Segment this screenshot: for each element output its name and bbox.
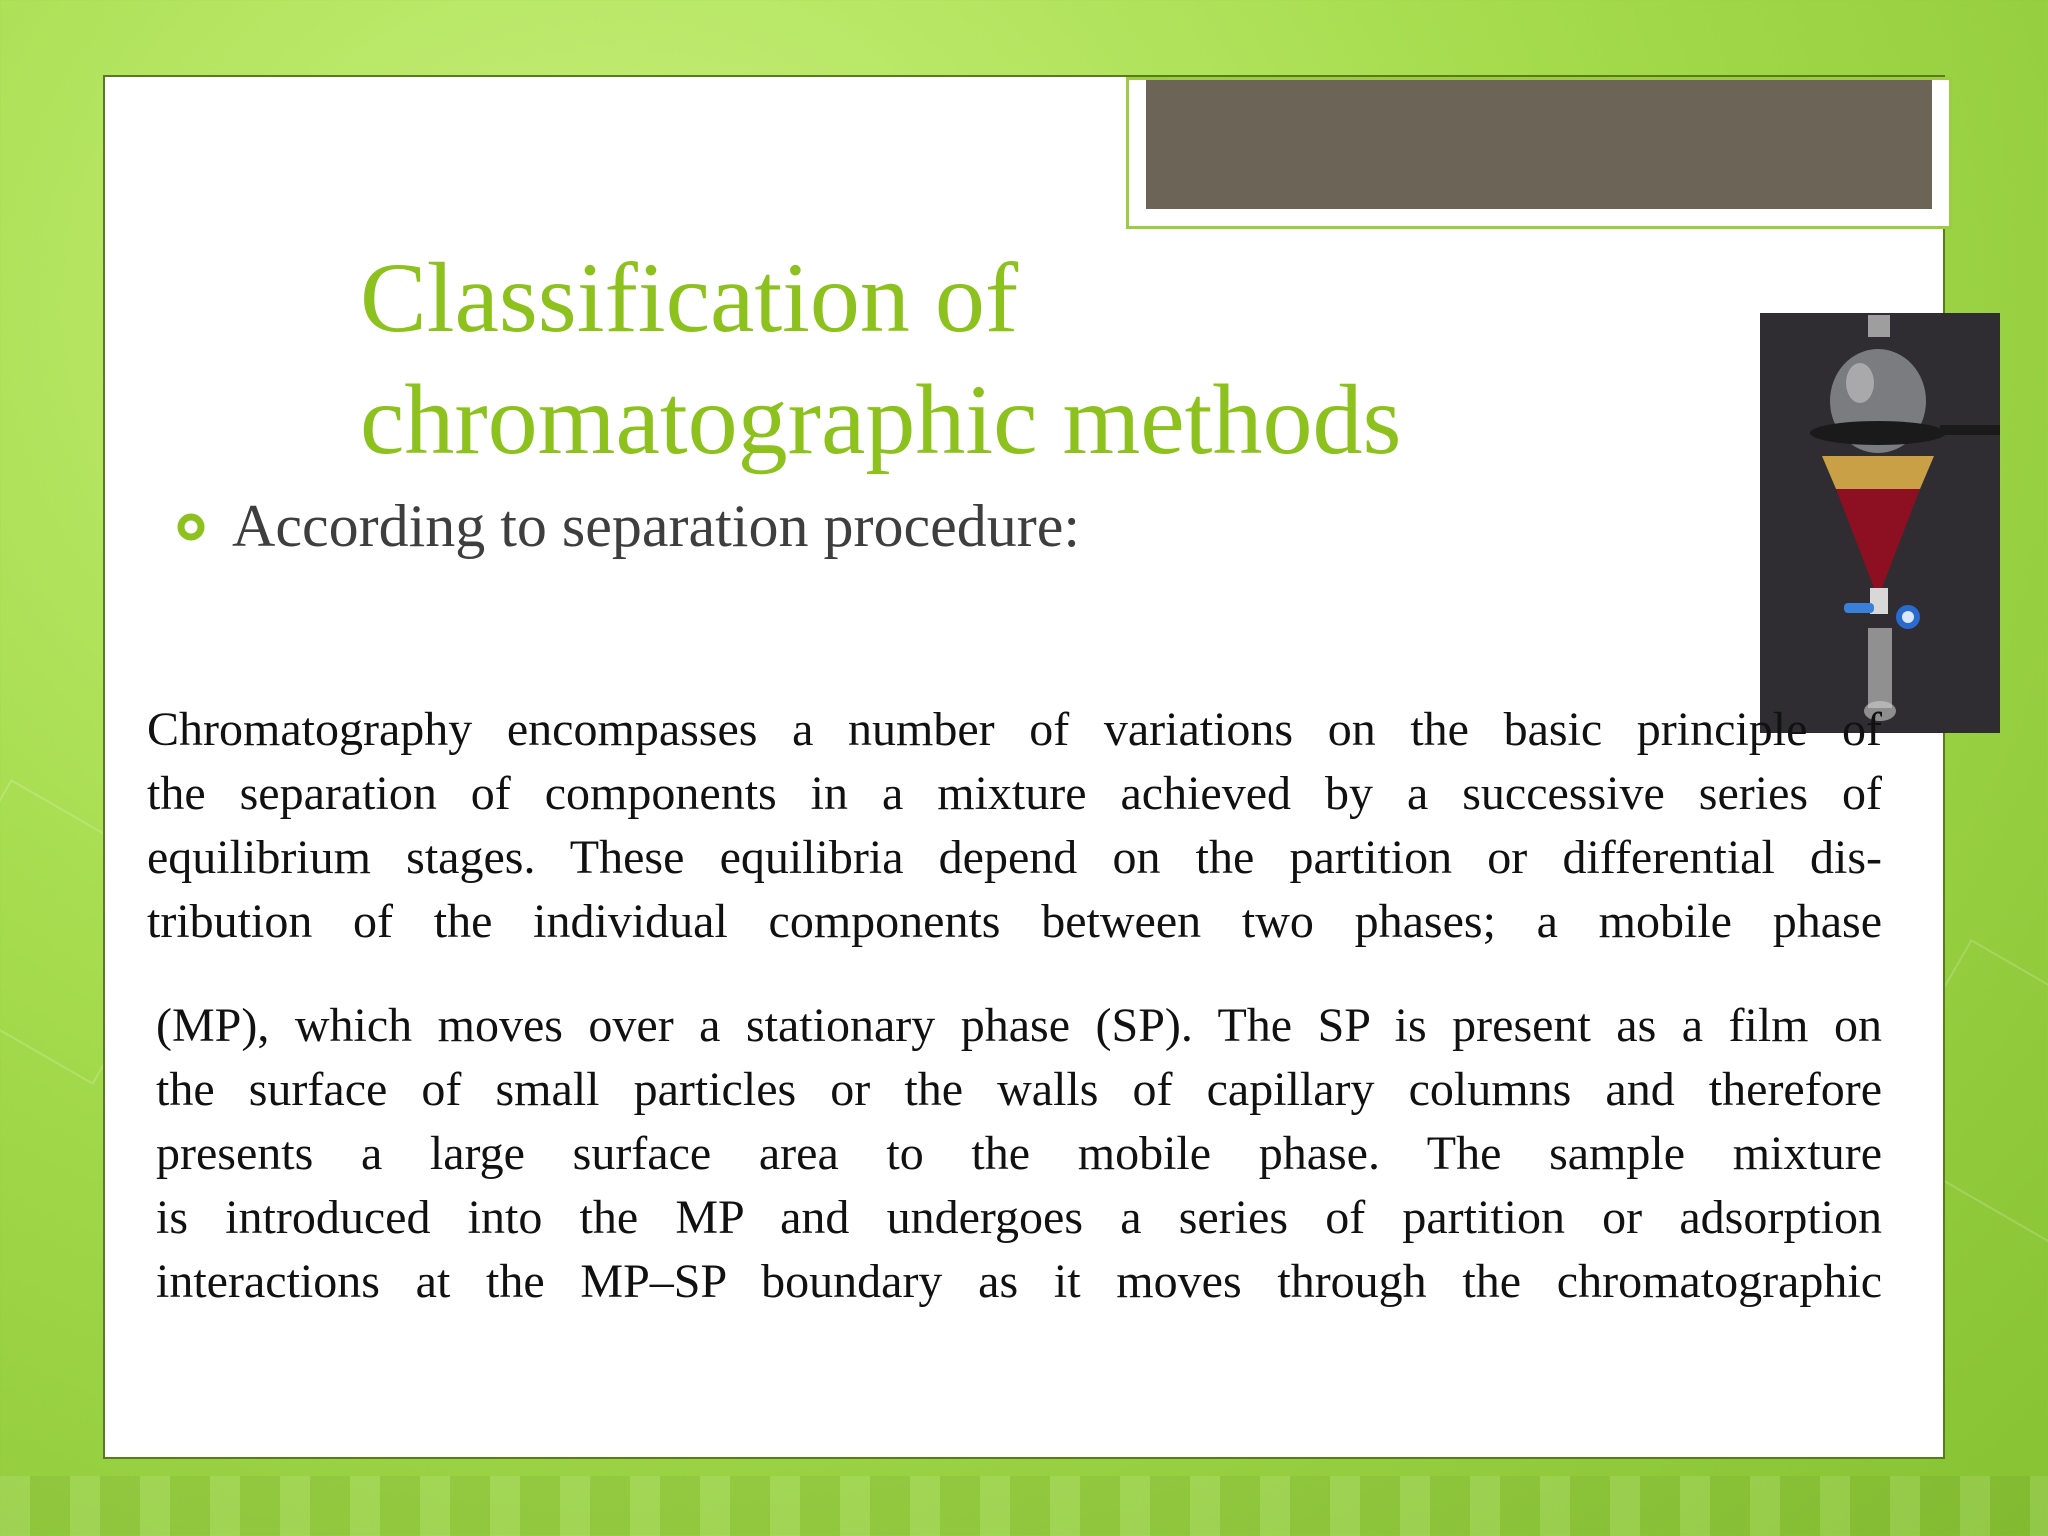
- paragraph-line: the separation of components in a mixture achieved by a successive series of: [147, 767, 1882, 820]
- separatory-funnel-photo: [1760, 313, 2000, 733]
- title-line-2: chromatographic methods: [360, 364, 1402, 475]
- paragraph-line: the surface of small particles or the walls of capillary columns and therefore: [156, 1063, 1882, 1116]
- hollow-circle-bullet-icon: [176, 512, 206, 542]
- paragraph-line: interactions at the MP–SP boundary as it moves through the chromatographic: [156, 1255, 1882, 1308]
- paragraph-line: equilibrium stages. These equilibria depend on the partition or differential dis-: [147, 831, 1882, 884]
- background-stripes: [0, 1476, 2048, 1536]
- paragraph-line: presents a large surface area to the mobile phase. The sample mixture: [156, 1127, 1882, 1180]
- scanned-paragraph-1: [147, 698, 1882, 954]
- title-line-1: Classification of: [360, 242, 1019, 353]
- title-tab-decoration: [1126, 77, 1952, 229]
- paragraph-line: Chromatography encompasses a number of variations on the basic principle of: [147, 703, 1882, 756]
- title-tab-fill: [1146, 80, 1932, 209]
- bullet-item: [176, 492, 1080, 561]
- scanned-paragraph-2: [156, 994, 1882, 1314]
- slide-title: [360, 237, 1560, 481]
- paragraph-line: tribution of the individual components between two phases; a mobile phase: [147, 895, 1882, 948]
- bullet-text: According to separation procedure:: [232, 493, 1080, 559]
- paragraph-line: is introduced into the MP and undergoes a series of partition or adsorption: [156, 1191, 1882, 1244]
- paragraph-line: (MP), which moves over a stationary phase (SP). The SP is present as a film on: [156, 999, 1882, 1052]
